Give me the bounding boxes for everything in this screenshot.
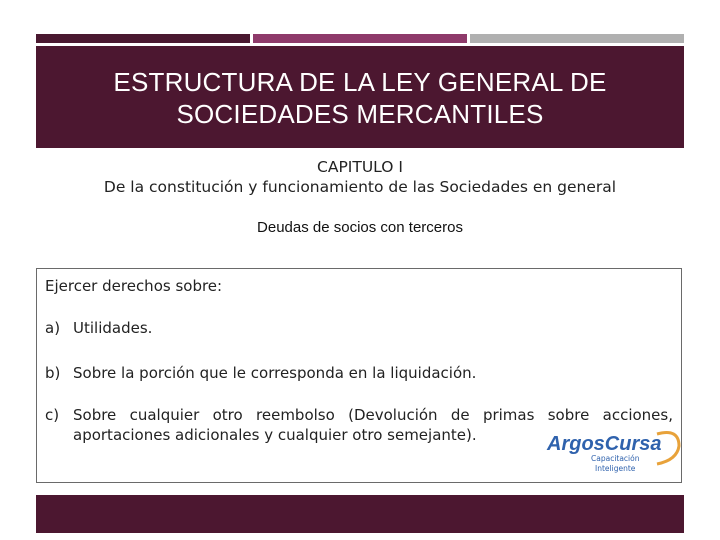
list-text: Sobre cualquier otro reembolso (Devolución de primas sobre acciones, aportaciones adicionales y cualquier otro semejante). — [73, 406, 673, 444]
section-heading: Deudas de socios con terceros — [257, 219, 463, 236]
list-marker: a) — [45, 319, 61, 337]
argoscursa-logo — [545, 424, 685, 476]
top-accent-bar-magenta — [253, 34, 467, 43]
footer-bar — [36, 495, 684, 533]
top-accent-bar-dark — [36, 34, 250, 43]
list-marker: c) — [45, 406, 60, 424]
chapter-subtitle: De la constitución y funcionamiento de las Sociedades en general — [103, 178, 617, 196]
logo-tagline-1: Capacitación — [591, 454, 640, 463]
logo-brand: ArgosCursa — [547, 433, 662, 455]
slide-title: ESTRUCTURA DE LA LEY GENERAL DE SOCIEDADES MERCANTILES — [113, 67, 607, 129]
chapter-block — [36, 157, 684, 197]
list-text: Sobre la porción que le corresponda en la liquidación. — [73, 364, 477, 382]
list-text: Utilidades. — [73, 319, 153, 337]
list-marker: b) — [45, 364, 61, 382]
title-banner — [36, 46, 684, 148]
top-accent-bar-gray — [470, 34, 684, 43]
list-item — [45, 363, 673, 383]
content-intro: Ejercer derechos sobre: — [45, 277, 223, 295]
list-item — [45, 318, 673, 338]
chapter-label: CAPITULO I — [317, 158, 403, 176]
logo-tagline-2: Inteligente — [595, 464, 636, 473]
